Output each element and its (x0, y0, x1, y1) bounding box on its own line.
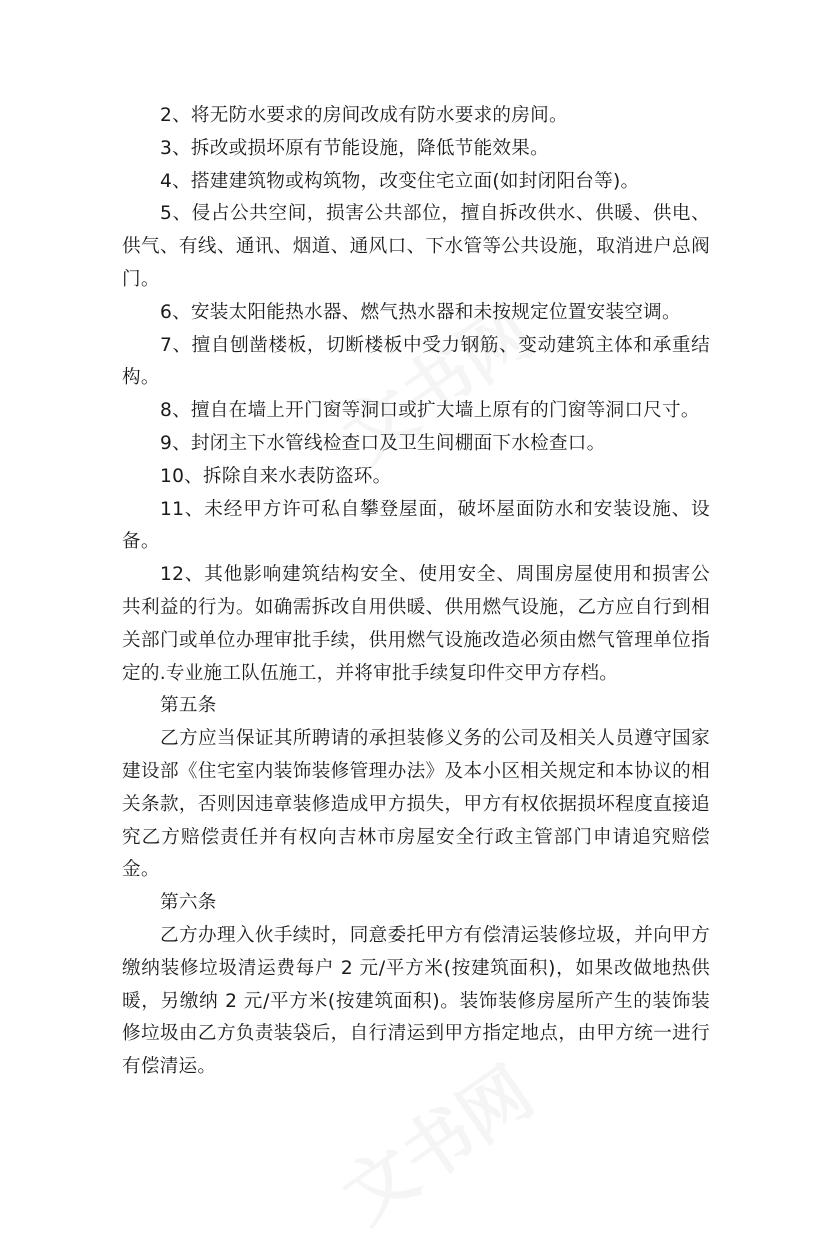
article-6-heading: 第六条 (160, 892, 217, 914)
clause-item-12: 12、其他影响建筑结构安全、使用安全、周围房屋使用和损害公共利益的行为。如确需拆改自用供暖、供用燃气设施，乙方应自行到相关部门或单位办理审批手续，供用燃气设施改造必须由燃气管理单位指定的.专业施工队伍施工，并将审批手续复印件交甲方存档。 (122, 564, 710, 684)
article-5-heading: 第五条 (160, 695, 217, 717)
clause-item-10: 10、拆除自来水表防盗环。 (160, 465, 392, 487)
article-6-body: 乙方办理入伙手续时，同意委托甲方有偿清运装修垃圾，并向甲方缴纳装修垃圾清运费每户 2 元/平方米(按建筑面积)，如果改做地热供暖，另缴纳 2 元/平方米(按建筑面积)。装饰装修房屋所产生的装饰装修垃圾由乙方负责装袋后，自行清运到甲方指定地点，由甲方统一进行有偿清运。 (122, 924, 710, 1078)
clause-item-6: 6、安装太阳能热水器、燃气热水器和未按规定位置安装空调。 (160, 301, 681, 323)
clause-item-8: 8、擅自在墙上开门窗等洞口或扩大墙上原有的门窗等洞口尺寸。 (160, 400, 700, 422)
clause-item-4: 4、搭建建筑物或构筑物，改变住宅立面(如封闭阳台等)。 (160, 170, 640, 192)
clause-item-7: 7、擅自刨凿楼板，切断楼板中受力钢筋、变动建筑主体和承重结构。 (122, 334, 710, 389)
document-body (122, 100, 710, 1084)
clause-item-5: 5、侵占公共空间，损害公共部位，擅自拆改供水、供暖、供电、供气、有线、通讯、烟道、通风口、下水管等公共设施，取消进户总阀门。 (122, 203, 710, 290)
clause-item-2: 2、将无防水要求的房间改成有防水要求的房间。 (160, 105, 568, 126)
clause-item-9: 9、封闭主下水管线检查口及卫生间棚面下水检查口。 (160, 432, 606, 454)
article-5-body: 乙方应当保证其所聘请的承担装修义务的公司及相关人员遵守国家建设部《住宅室内装饰装修管理办法》及本小区相关规定和本协议的相关条款，否则因违章装修造成甲方损失，甲方有权依据损坏程度直接追究乙方赔偿责任并有权向吉林市房屋安全行政主管部门申请追究赔偿金。 (122, 728, 710, 881)
clause-item-3: 3、拆改或损坏原有节能设施，降低节能效果。 (160, 137, 549, 159)
clause-item-11: 11、未经甲方许可私自攀登屋面，破坏屋面防水和安装设施、设备。 (122, 498, 710, 553)
